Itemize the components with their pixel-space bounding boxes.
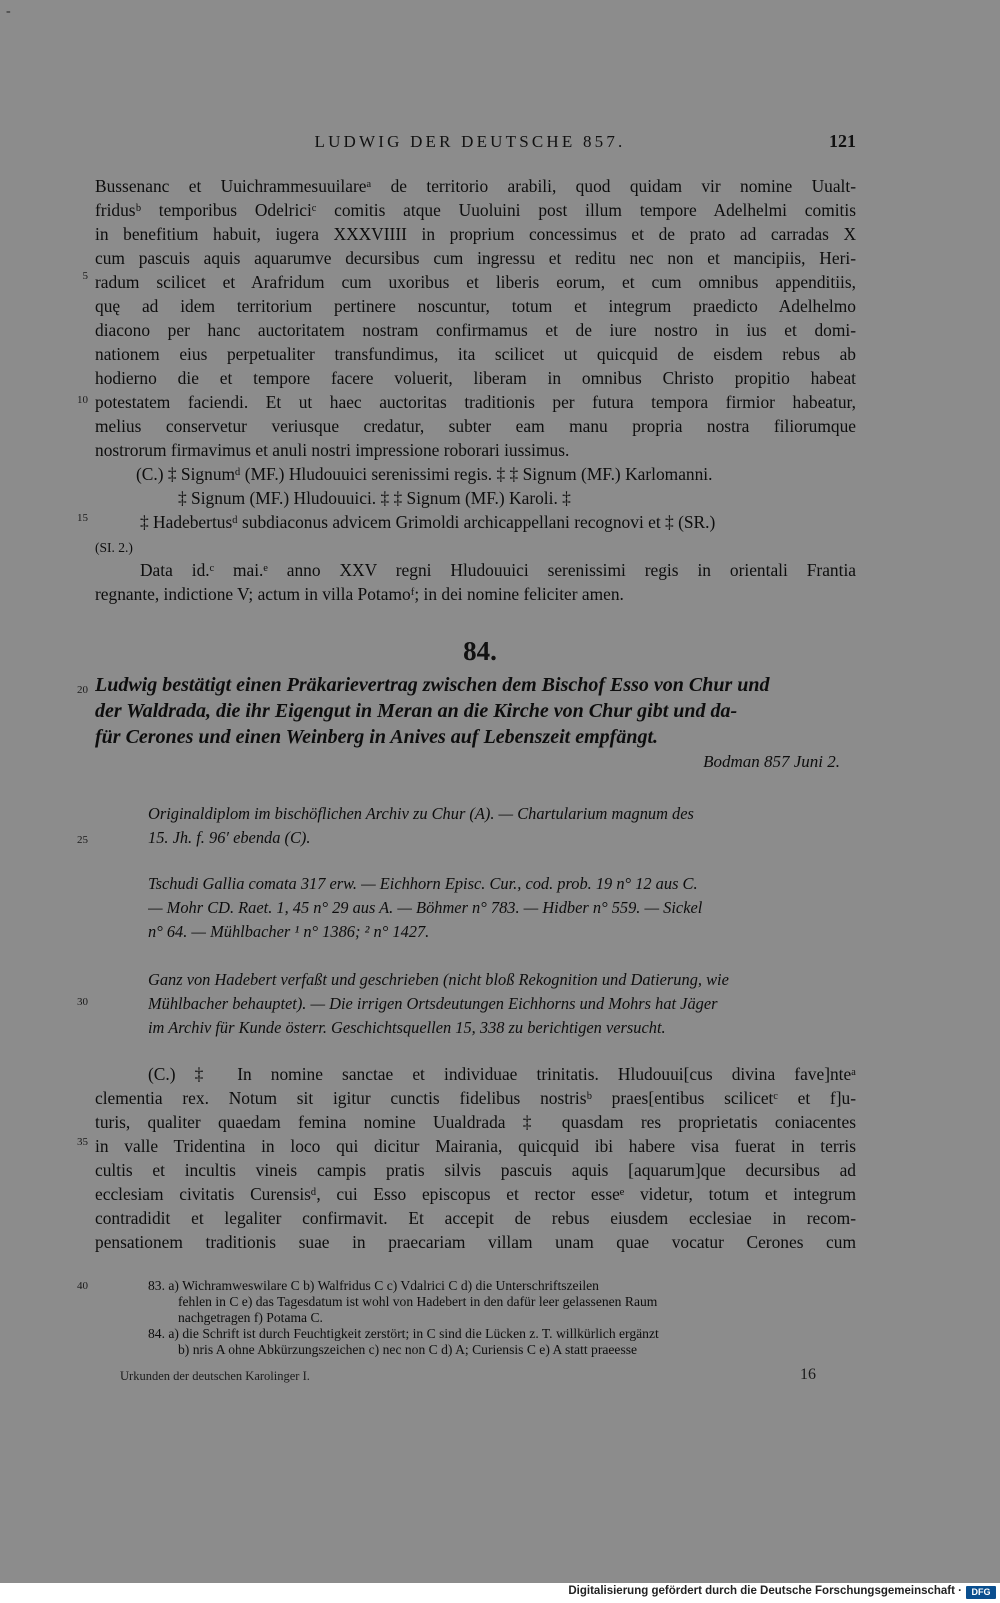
margin-line-number: 40 xyxy=(77,1280,88,1292)
comment-note-line: im Archiv für Kunde österr. Geschichtsquellen 15, 338 zu berichtigen versucht. xyxy=(148,1018,666,1037)
margin-line-number: 15 xyxy=(77,512,88,524)
editions-note-line: — Mohr CD. Raet. 1, 45 n° 29 aus A. — Böhmer n° 783. — Hidber n° 559. — Sickel xyxy=(148,898,703,917)
margin-line-number: 10 xyxy=(77,394,88,406)
margin-line-number: 25 xyxy=(77,834,88,846)
doc84-text-line: ecclesiam civitatis Curensisᵈ, cui Esso episcopus et rector esseᵉ videtur, totum et integrum xyxy=(95,1184,856,1204)
footer-series-title: Urkunden der deutschen Karolinger I. xyxy=(120,1369,310,1383)
doc83-text-line: nostrorum firmavimus et anuli nostri impressione roborari iussimus. xyxy=(95,440,570,460)
funding-credit: Digitalisierung gefördert durch die Deutsche Forschungsgemeinschaft · xyxy=(568,1585,962,1597)
signature-line: (C.) ‡ Signumᵈ (MF.) Hludouuici serenissimi regis. ‡ ‡ Signum (MF.) Karlomanni. xyxy=(136,464,713,484)
editions-note-line: n° 64. — Mühlbacher ¹ n° 1386; ² n° 1427. xyxy=(148,922,430,941)
footnote-line: b) nris A ohne Abkürzungszeichen c) nec non C d) A; Curiensis C e) A statt praeesse xyxy=(178,1342,638,1357)
doc84-text-line: clementia rex. Notum sit igitur cunctis fidelibus nostrisᵇ praes[entibus scilicetᶜ et f]u- xyxy=(95,1088,856,1108)
recognition-line: ‡ Hadebertusᵈ subdiaconus advicem Grimoldi archicappellani recognovi et ‡ (SR.) xyxy=(140,512,716,532)
regest-line: Ludwig bestätigt einen Präkarievertrag zwischen dem Bischof Esso von Chur und xyxy=(95,674,770,696)
dating-line: Data id.ᶜ mai.ᵉ anno XXV regni Hludouuici serenissimi regis in orientali Frantia xyxy=(140,560,856,580)
place-and-date: Bodman 857 Juni 2. xyxy=(703,752,840,771)
dfg-logo: DFG xyxy=(966,1586,996,1599)
doc84-text-line: pensationem traditionis suae in praecariam villam unam quae vocatur Cerones cum xyxy=(95,1232,856,1252)
dating-line: regnante, indictione V; actum in villa Potamoᶠ; in dei nomine feliciter amen. xyxy=(95,584,624,604)
editions-note-line: Tschudi Gallia comata 317 erw. — Eichhorn Episc. Cur., cod. prob. 19 n° 12 aus C. xyxy=(148,874,698,893)
document-number: 84. xyxy=(463,636,497,666)
margin-line-number: 5 xyxy=(82,270,88,282)
doc83-text-line: Bussenanc et Uuichrammesuuilareᵃ de territorio arabili, quod quidam vir nomine Uualt- xyxy=(95,176,856,196)
margin-line-number: 20 xyxy=(77,684,88,696)
seal-note: (SI. 2.) xyxy=(95,540,133,555)
credit-bar xyxy=(0,1583,1000,1603)
comment-note-line: Mühlbacher behauptet). — Die irrigen Ortsdeutungen Eichhorns und Mohrs hat Jäger xyxy=(148,994,718,1013)
doc84-text-line: in valle Tridentina in loco qui dicitur Mairania, quicquid ibi habere visa fuerat in terris xyxy=(95,1136,856,1156)
doc83-text-line: cum pascuis aquis aquarumve decursibus cum ingressu et reditu nec non et mancipiis, Heri- xyxy=(95,248,856,268)
signature-line: ‡ Signum (MF.) Hludouuici. ‡ ‡ Signum (MF.) Karoli. ‡ xyxy=(178,488,571,508)
doc84-text-line: (C.) ‡ In nomine sanctae et individuae trinitatis. Hludouui[cus divina fave]nteᵃ xyxy=(148,1064,856,1084)
doc83-text-line: potestatem faciendi. Et ut haec auctoritas traditionis per futura tempora firmior habeatur, xyxy=(95,392,856,412)
tradition-note-line: Originaldiplom im bischöflichen Archiv zu Chur (A). — Chartularium magnum des xyxy=(148,804,694,823)
footer-signature-mark: 16 xyxy=(800,1366,816,1383)
tradition-note-line: 15. Jh. f. 96′ ebenda (C). xyxy=(148,828,311,847)
doc83-text-line: nationem eius perpetualiter transfundimus, ita scilicet ut quicquid de eisdem rebus ab xyxy=(95,344,856,364)
doc83-text-line: quę ad idem territorium pertinere noscuntur, totum et integrum praedicto Adelhelmo xyxy=(95,296,856,316)
doc84-text-line: turis, qualiter quaedam femina nomine Uualdrada ‡ quasdam res proprietatis coniacentes xyxy=(95,1112,856,1132)
doc83-text-line: diacono per hanc auctoritatem nostram confirmamus et de iure nostro in ius et domi- xyxy=(95,320,856,340)
regest-line: für Cerones und einen Weinberg in Anives auf Lebenszeit empfängt. xyxy=(95,726,659,748)
scan-edge-mark: - xyxy=(6,4,11,19)
footnote-line: 84. a) die Schrift ist durch Feuchtigkeit zerstört; in C sind die Lücken z. T. willkürlich ergänzt xyxy=(148,1326,659,1341)
comment-note-line: Ganz von Hadebert verfaßt und geschrieben (nicht bloß Rekognition und Datierung, wie xyxy=(148,970,729,989)
doc84-text-line: contradidit et legaliter confirmavit. Et accepit de rebus eiusdem ecclesiae in recom- xyxy=(95,1208,856,1228)
doc83-text-line: in benefitium habuit, iugera XXXVIIII in proprium concessimus et de prato ad carradas X xyxy=(95,224,856,244)
margin-line-number: 35 xyxy=(77,1136,88,1148)
doc83-text-line: fridusᵇ temporibus Odelriciᶜ comitis atque Uuoluini post illum tempore Adelhelmi comitis xyxy=(95,200,856,220)
page-number: 121 xyxy=(829,131,856,151)
footnote-line: fehlen in C e) das Tagesdatum ist wohl von Hadebert in den dafür leer gelassenen Raum xyxy=(178,1294,658,1309)
doc83-text-line: hodierno die et tempore facere voluerit, liberam in omnibus Christo propitio habeat xyxy=(95,368,856,388)
footnote-line: nachgetragen f) Potama C. xyxy=(178,1310,323,1325)
footnote-line: 83. a) Wichramweswilare C b) Walfridus C c) Vdalrici C d) die Unterschriftszeilen xyxy=(148,1278,599,1293)
doc83-text-line: melius conservetur veriusque credatur, subter eam manu propria nostra filiorumque xyxy=(95,416,856,436)
doc83-text-line: radum scilicet et Arafridum cum uxoribus et liberis eorum, et cum omnibus appenditiis, xyxy=(95,272,856,292)
regest-line: der Waldrada, die ihr Eigengut in Meran an die Kirche von Chur gibt und da- xyxy=(95,700,738,722)
margin-line-number: 30 xyxy=(77,996,88,1008)
doc84-text-line: cultis et incultis vineis campis pratis silvis pascuis aquis [aquarum]que decursibus ad xyxy=(95,1160,856,1180)
running-head: LUDWIG DER DEUTSCHE 857. xyxy=(314,132,626,151)
